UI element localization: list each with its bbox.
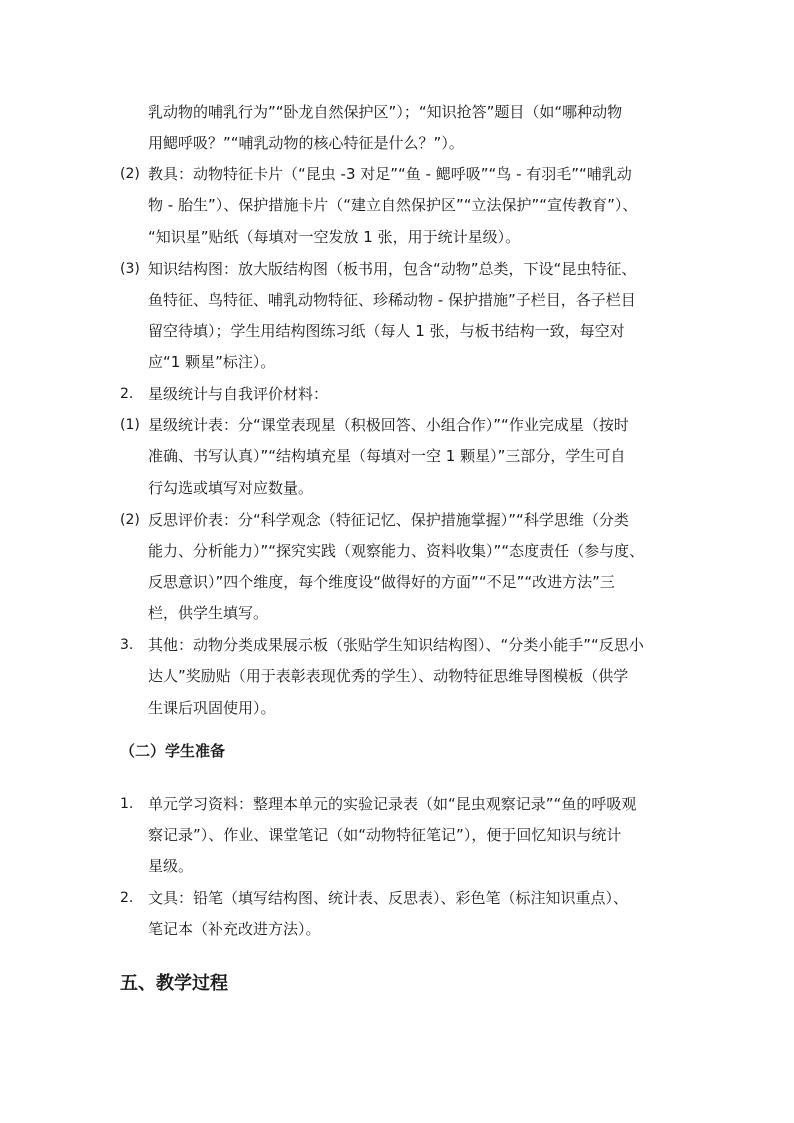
list-item-line: 应“1 颗星”标注）。 — [148, 353, 276, 371]
list-item-line: 能力、分析能力）”“探究实践（观察能力、资料收集）”“态度责任（参与度、 — [148, 542, 645, 560]
list-item-line: 行勾选或填写对应数量。 — [148, 479, 314, 497]
list-marker: (1) — [120, 417, 140, 433]
list-item-line: 达人”奖励贴（用于表彰表现优秀的学生）、动物特征思维导图模板（供学 — [148, 667, 629, 685]
list-item-line: 反思评价表：分“科学观念（特征记忆、保护措施掌握）”“科学思维（分类 — [148, 511, 629, 529]
list-marker: (2) — [120, 512, 140, 528]
list-item-line: 星级统计表：分“课堂表现星（积极回答、小组合作）”“作业完成星（按时 — [148, 416, 629, 434]
list-item-line: 准确、书写认真）”“结构填充星（每填对一空 1 颗星）”三部分，学生可自 — [148, 447, 626, 465]
list-item-line: 笔记本（补充改进方法）。 — [148, 920, 321, 938]
list-marker: 1. — [120, 796, 134, 812]
section-heading: 五、教学过程 — [120, 973, 228, 994]
section-subheading: （二）学生准备 — [120, 742, 226, 760]
list-item-line: 生课后巩固使用）。 — [148, 699, 276, 717]
list-item-line: 教具：动物特征卡片（“昆虫 -3 对足”“鱼 - 鳃呼吸”“鸟 - 有羽毛”“哺乳动 — [148, 165, 632, 183]
list-marker: (2) — [120, 166, 140, 182]
list-item-line: 栏，供学生填写。 — [148, 604, 269, 622]
paragraph-line: 用鳃呼吸？”“哺乳动物的核心特征是什么？”）。 — [148, 134, 464, 152]
list-marker: 2. — [120, 386, 134, 402]
list-item-line: 星级统计与自我评价材料： — [148, 385, 329, 403]
list-item-line: “知识星”贴纸（每填对一空发放 1 张，用于统计星级）。 — [148, 228, 521, 246]
list-item-line: 留空待填）；学生用结构图练习纸（每人 1 张，与板书结构一致，每空对 — [148, 322, 625, 340]
list-item-line: 反思意识）”四个维度，每个维度设“做得好的方面”“不足”“改进方法”三 — [148, 573, 615, 591]
list-marker: (3) — [120, 261, 140, 277]
list-marker: 3. — [120, 637, 134, 653]
list-item-line: 物 - 胎生”）、保护措施卡片（“建立自然保护区”“立法保护”“宣传教育”）、 — [148, 196, 638, 214]
paragraph-line: 乳动物的哺乳行为”“卧龙自然保护区”）；“知识抢答”题目（如“哪种动物 — [148, 103, 623, 121]
list-item-line: 其他：动物分类成果展示板（张贴学生知识结构图）、“分类小能手”“反思小 — [148, 636, 644, 654]
list-item-line: 星级。 — [148, 857, 194, 875]
list-item-line: 察记录”）、作业、课堂笔记（如“动物特征笔记”），便于回忆知识与统计 — [148, 826, 622, 844]
list-item-line: 鱼特征、鸟特征、哺乳动物特征、珍稀动物 - 保护措施”子栏目，各子栏目 — [148, 291, 636, 309]
list-item-line: 文具：铅笔（填写结构图、统计表、反思表）、彩色笔（标注知识重点）、 — [148, 889, 629, 907]
list-item-line: 知识结构图：放大版结构图（板书用，包含“动物”总类，下设“昆虫特征、 — [148, 260, 637, 278]
list-item-line: 单元学习资料：整理本单元的实验记录表（如“昆虫观察记录”“鱼的呼吸观 — [148, 795, 637, 813]
list-marker: 2. — [120, 890, 134, 906]
